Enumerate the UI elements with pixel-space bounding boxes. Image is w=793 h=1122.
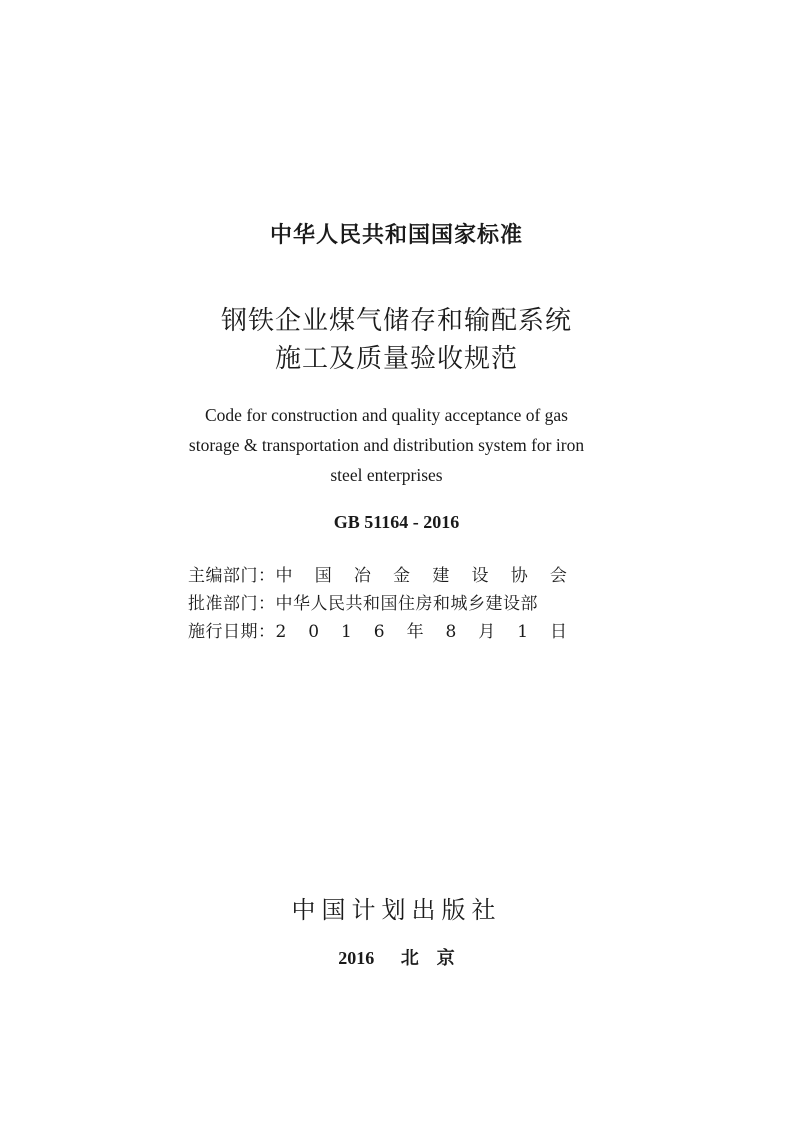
spaced-char: 月	[478, 622, 496, 642]
spaced-char: 1	[517, 622, 529, 642]
title-en-line2: storage & transportation and distribution system for iron	[188, 435, 585, 455]
publisher-name: 中国计划出版社	[291, 896, 502, 924]
spaced-char: 0	[308, 622, 320, 642]
date-value	[276, 618, 568, 646]
spaced-char: 冶	[353, 566, 372, 586]
imprint	[0, 944, 793, 970]
spaced-char: 中	[275, 566, 293, 586]
editor-label: 主编部门：	[188, 566, 276, 586]
standard-series-title: 中华人民共和国国家标准	[269, 223, 523, 248]
spaced-char: 国	[314, 566, 333, 586]
spaced-char: 1	[341, 622, 353, 642]
approver-row	[188, 590, 588, 618]
imprint-year: 2016	[338, 948, 375, 968]
spaced-char: 协	[510, 566, 529, 586]
standard-info-block	[188, 562, 588, 646]
editor-row	[188, 562, 588, 590]
title-en	[150, 400, 623, 490]
title-cn-line2: 施工及质量验收规范	[274, 344, 518, 374]
spaced-char: 8	[445, 622, 457, 642]
editor-value	[276, 562, 568, 590]
spaced-char: 年	[406, 622, 425, 642]
imprint-city: 北 京	[400, 948, 455, 968]
spaced-char: 金	[393, 566, 411, 586]
date-label: 施行日期：	[188, 622, 276, 642]
spaced-char: 6	[373, 622, 386, 642]
title-en-line3: steel enterprises	[330, 465, 443, 485]
spaced-char: 2	[275, 622, 287, 642]
approver-label: 批准部门：	[188, 594, 276, 614]
spaced-char: 会	[549, 566, 568, 586]
approver-value: 中华人民共和国住房和城乡建设部	[275, 594, 538, 614]
spaced-char: 设	[471, 566, 490, 586]
standard-code: GB 51164 - 2016	[333, 512, 460, 532]
date-row	[188, 618, 588, 646]
title-cn-line1: 钢铁企业煤气储存和输配系统	[220, 306, 572, 336]
spaced-char: 日	[549, 622, 568, 642]
spaced-char: 建	[432, 566, 450, 586]
title-en-line1: Code for construction and quality acceptance of gas	[205, 405, 568, 425]
